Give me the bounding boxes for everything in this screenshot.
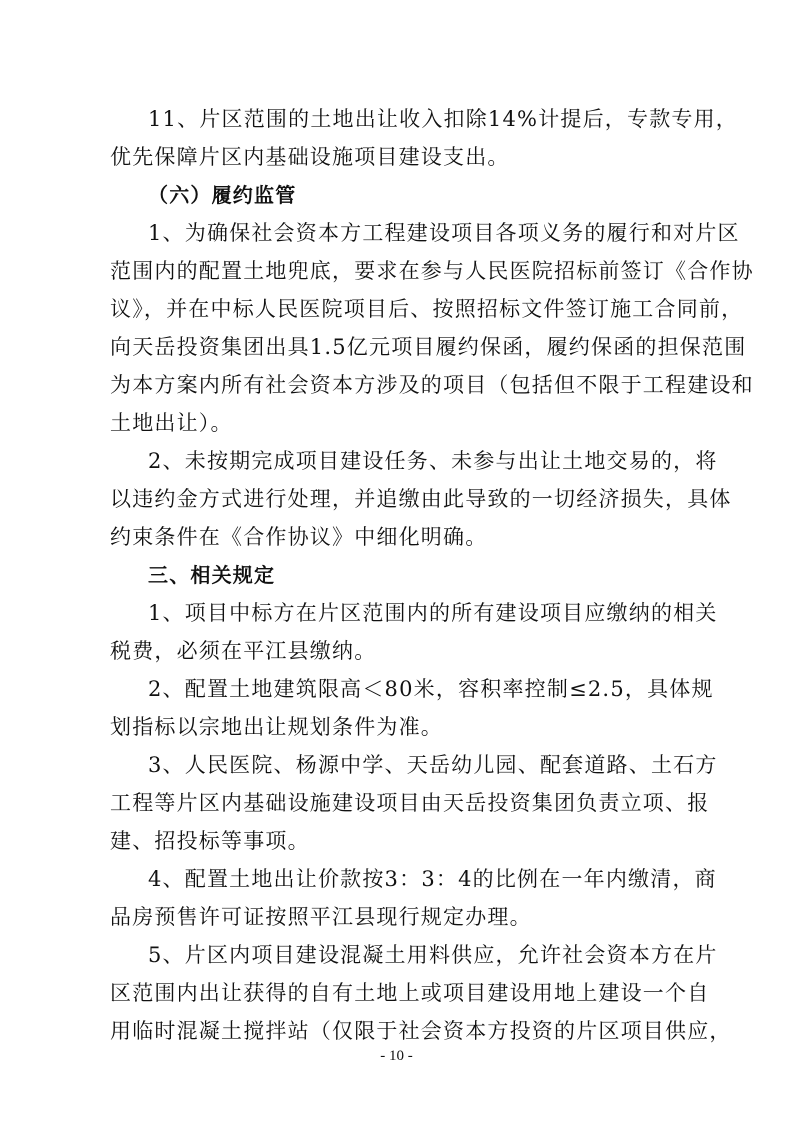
paragraph-line: 11、片区范围的土地出让收入扣除14%计提后，专款专用， xyxy=(148,107,738,131)
paragraph-line: 优先保障片区内基础设施项目建设支出。 xyxy=(110,145,510,169)
paragraph-line: 议》，并在中标人民医院项目后、按照招标文件签订施工合同前， xyxy=(110,297,744,321)
page-number: - 10 - xyxy=(380,1048,413,1064)
paragraph-line: 2、配置土地建筑限高＜80米，容积率控制≤2.5，具体规 xyxy=(148,677,714,701)
paragraph-line: 划指标以宗地出让规划条件为准。 xyxy=(110,715,443,739)
paragraph-line: 5、片区内项目建设混凝土用料供应，允许社会资本方在片 xyxy=(148,943,718,967)
paragraph-line: 1、为确保社会资本方工程建设项目各项义务的履行和对片区 xyxy=(148,221,740,245)
paragraph-line: 品房预售许可证按照平江县现行规定办理。 xyxy=(110,905,532,929)
paragraph-line: 建、招投标等事项。 xyxy=(110,829,310,853)
paragraph-line: 2、未按期完成项目建设任务、未参与出让土地交易的，将 xyxy=(148,449,718,473)
section-heading: 三、相关规定 xyxy=(148,563,276,587)
paragraph-line: 税费，必须在平江县缴纳。 xyxy=(110,639,377,663)
paragraph-line: 工程等片区内基础设施建设项目由天岳投资集团负责立项、报 xyxy=(110,791,710,815)
paragraph-line: 为本方案内所有社会资本方涉及的项目（包括但不限于工程建设和 xyxy=(110,373,754,397)
paragraph-line: 用临时混凝土搅拌站（仅限于社会资本方投资的片区项目供应， xyxy=(110,1019,732,1043)
paragraph-line: 区范围内出让获得的自有土地上或项目建设用地上建设一个自 xyxy=(110,981,710,1005)
paragraph-line: 以违约金方式进行处理，并追缴由此导致的一切经济损失，具体 xyxy=(110,487,732,511)
paragraph-line: 土地出让）。 xyxy=(110,411,233,435)
paragraph-line: 向天岳投资集团出具1.5亿元项目履约保函，履约保函的担保范围 xyxy=(110,335,747,359)
section-heading: （六）履约监管 xyxy=(148,183,297,207)
paragraph-line: 4、配置土地出让价款按3：3：4的比例在一年内缴清，商 xyxy=(148,867,717,891)
paragraph-line: 范围内的配置土地兜底，要求在参与人民医院招标前签订《合作协 xyxy=(110,259,754,283)
paragraph-line: 1、项目中标方在片区范围内的所有建设项目应缴纳的相关 xyxy=(148,601,718,625)
paragraph-line: 约束条件在《合作协议》中细化明确。 xyxy=(110,525,488,549)
paragraph-line: 3、人民医院、杨源中学、天岳幼儿园、配套道路、土石方 xyxy=(148,753,718,777)
